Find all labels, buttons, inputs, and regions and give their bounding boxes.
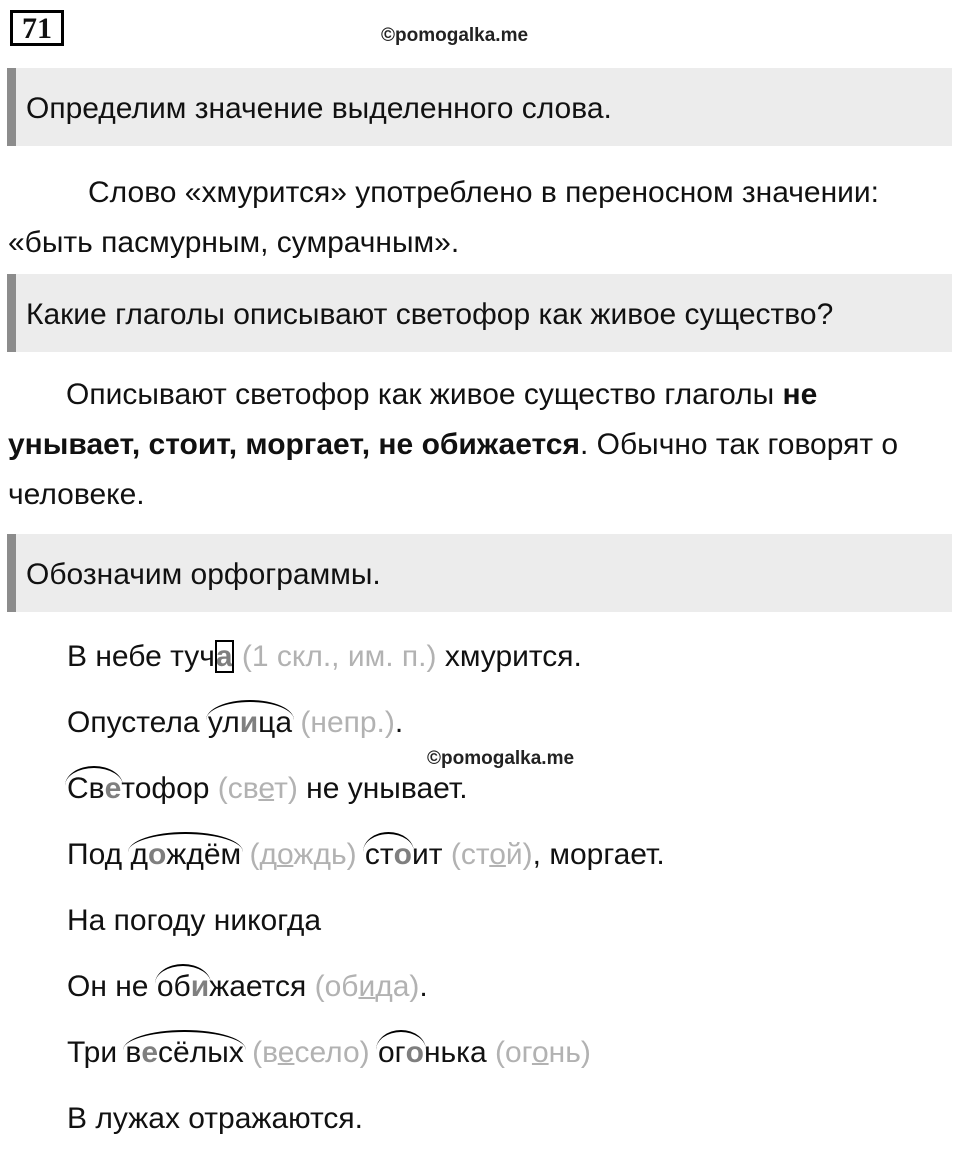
line-3: Светофор (свет) не унывает. [67,756,947,822]
line-1: В небе туча (1 скл., им. п.) хмурится. [67,640,582,673]
line-7: Три весёлых (весело) огонька (огонь) [67,1020,947,1086]
orthogram-lines [67,624,947,1152]
watermark-middle: ©pomogalka.me [427,748,575,769]
line-4: Под дождём (дождь) стоит (стой), моргает. [67,822,947,888]
root-arc: ого [378,1020,424,1086]
root-arc: сто [365,822,412,888]
ending-box: а [215,640,233,673]
root-arc: оби [157,954,209,1020]
line-5: На погоду никогда [67,904,322,937]
page-number: 71 [10,10,64,46]
line-6: Он не обижается (обида). [67,954,947,1020]
answer-1: Слово «хмурится» употреблено в переносном значении: «быть пасмурным, сумрачным». [8,176,880,259]
answer-2: Описывают светофор как живое существо глаголы не унывает, стоит, моргает, не обижается. Обычно так говорят о человеке. [8,378,899,511]
question-3: Обозначим орфограммы. [7,534,952,612]
question-2: Какие глаголы описывают светофор как живое существо? [7,274,952,352]
line-8: В лужах отражаются. [67,1102,363,1135]
root-arc: Све [67,756,121,822]
root-arc: улица [208,690,292,756]
root-arc: дождём [130,822,241,888]
bold-verbs: не унывает, стоит, моргает, не обижается [8,378,818,461]
question-1: Определим значение выделенного слова. [7,68,952,146]
line-2: Опустела улица (непр.). [67,690,947,756]
watermark-top: ©pomogalka.me [381,25,529,46]
root-arc: весёлых [125,1020,243,1086]
